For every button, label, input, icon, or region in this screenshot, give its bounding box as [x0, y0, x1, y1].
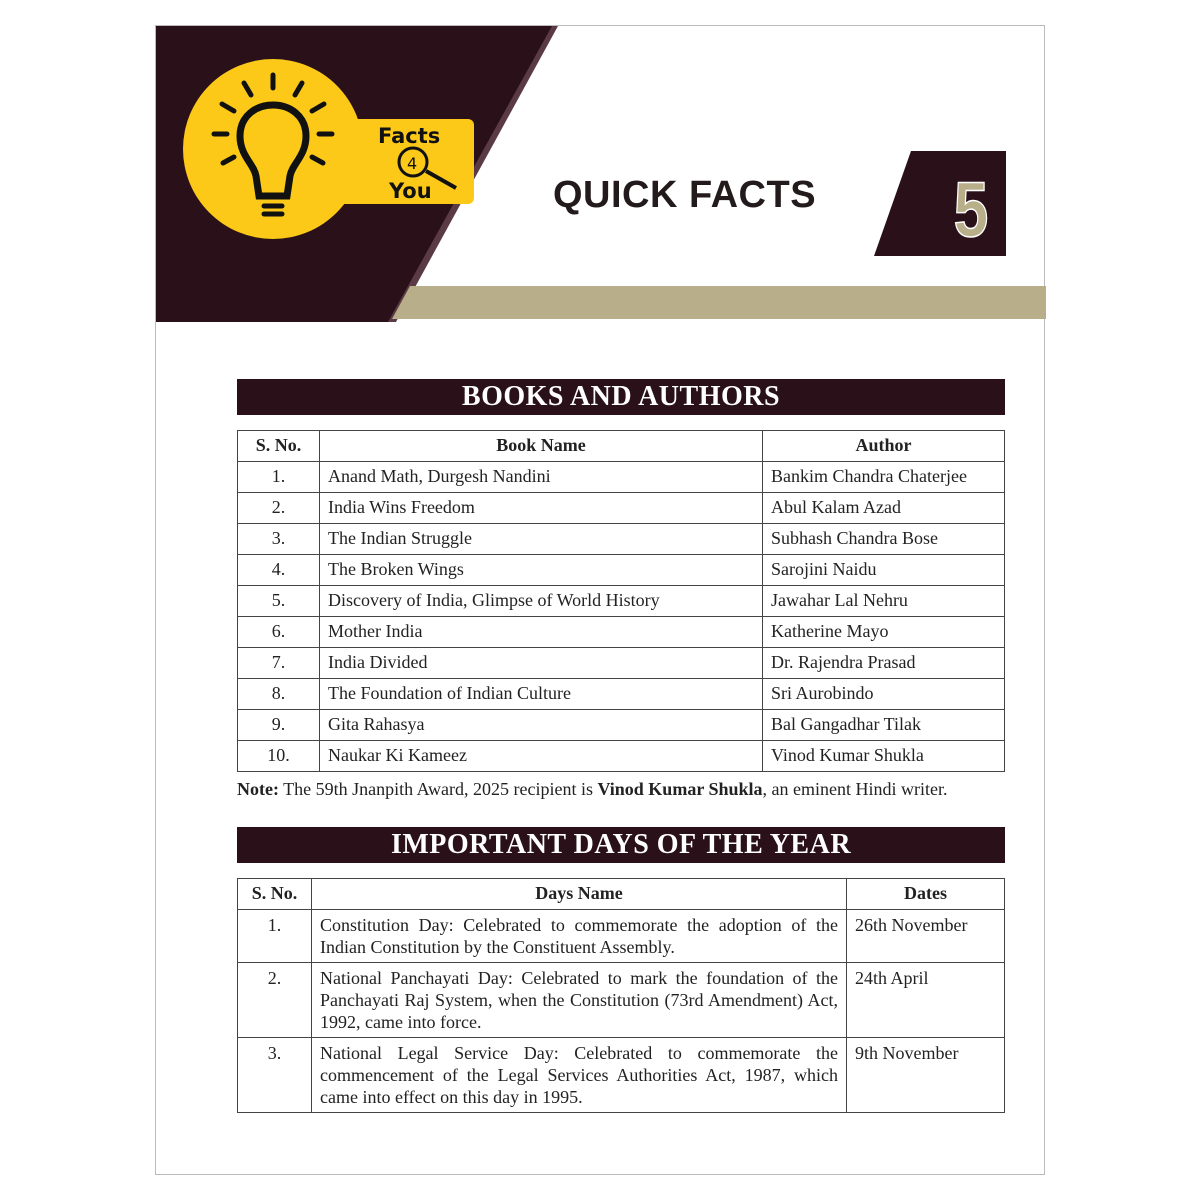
page-title: QUICK FACTS: [553, 174, 817, 216]
value-cell: Katherine Mayo: [763, 617, 1005, 648]
serial-number-cell: 3.: [238, 1038, 312, 1113]
value-cell: Vinod Kumar Shukla: [763, 741, 1005, 772]
name-cell: Naukar Ki Kameez: [320, 741, 763, 772]
serial-number-cell: 2.: [238, 493, 320, 524]
serial-number-cell: 5.: [238, 586, 320, 617]
table-row: [238, 586, 1005, 617]
table-row: [238, 910, 1005, 963]
note: [237, 779, 948, 800]
serial-number-cell: 3.: [238, 524, 320, 555]
name-cell: National Panchayati Day: Celebrated to mark the foundation of the Panchayati Raj System, when the Constitution (73rd Amendment) Act, 1992, came into force.: [312, 963, 847, 1038]
table-row: [238, 617, 1005, 648]
svg-text:Facts: Facts: [378, 124, 441, 148]
value-cell: 26th November: [847, 910, 1005, 963]
serial-number-cell: 8.: [238, 679, 320, 710]
column-header: Book Name: [320, 431, 763, 462]
svg-text:You: You: [389, 179, 432, 203]
svg-text:4: 4: [407, 154, 418, 173]
name-cell: The Broken Wings: [320, 555, 763, 586]
value-cell: Bal Gangadhar Tilak: [763, 710, 1005, 741]
table-row: [238, 1038, 1005, 1113]
serial-number-cell: 10.: [238, 741, 320, 772]
name-cell: Anand Math, Durgesh Nandini: [320, 462, 763, 493]
note-text: The 59th Jnanpith Award, 2025 recipient is: [278, 779, 598, 799]
name-cell: National Legal Service Day: Celebrated to commemorate the commencement of the Legal Services Authorities Act, 1987, which came into effect on this day in 1995.: [312, 1038, 847, 1113]
note-label: Note:: [237, 779, 279, 799]
days-section-title: IMPORTANT DAYS OF THE YEAR: [237, 827, 1005, 863]
days-table: [237, 878, 1005, 1113]
name-cell: The Indian Struggle: [320, 524, 763, 555]
value-cell: 24th April: [847, 963, 1005, 1038]
column-header: S. No.: [238, 431, 320, 462]
table-row: [238, 648, 1005, 679]
serial-number-cell: 2.: [238, 963, 312, 1038]
name-cell: Constitution Day: Celebrated to commemorate the adoption of the Indian Constitution by the Constituent Assembly.: [312, 910, 847, 963]
table-row: [238, 679, 1005, 710]
value-cell: 9th November: [847, 1038, 1005, 1113]
value-cell: Sri Aurobindo: [763, 679, 1005, 710]
serial-number-cell: 9.: [238, 710, 320, 741]
note-text: , an eminent Hindi writer.: [762, 779, 948, 799]
column-header: Dates: [847, 879, 1005, 910]
name-cell: Discovery of India, Glimpse of World History: [320, 586, 763, 617]
serial-number-cell: 4.: [238, 555, 320, 586]
table-row: [238, 493, 1005, 524]
chapter-header: [156, 26, 1046, 326]
name-cell: Mother India: [320, 617, 763, 648]
name-cell: India Wins Freedom: [320, 493, 763, 524]
name-cell: India Divided: [320, 648, 763, 679]
value-cell: Subhash Chandra Bose: [763, 524, 1005, 555]
value-cell: Sarojini Naidu: [763, 555, 1005, 586]
serial-number-cell: 6.: [238, 617, 320, 648]
serial-number-cell: 1.: [238, 910, 312, 963]
table-row: [238, 524, 1005, 555]
value-cell: Bankim Chandra Chaterjee: [763, 462, 1005, 493]
name-cell: Gita Rahasya: [320, 710, 763, 741]
table-row: [238, 741, 1005, 772]
value-cell: Dr. Rajendra Prasad: [763, 648, 1005, 679]
serial-number-cell: 7.: [238, 648, 320, 679]
table-row: [238, 462, 1005, 493]
column-header: Days Name: [312, 879, 847, 910]
table-header-row: [238, 431, 1005, 462]
name-cell: The Foundation of Indian Culture: [320, 679, 763, 710]
table-row: [238, 555, 1005, 586]
column-header: S. No.: [238, 879, 312, 910]
table-row: [238, 963, 1005, 1038]
value-cell: Jawahar Lal Nehru: [763, 586, 1005, 617]
books-section-title: BOOKS AND AUTHORS: [237, 379, 1005, 415]
table-header-row: [238, 879, 1005, 910]
note-highlight: Vinod Kumar Shukla: [597, 779, 763, 799]
serial-number-cell: 1.: [238, 462, 320, 493]
value-cell: Abul Kalam Azad: [763, 493, 1005, 524]
table-row: [238, 710, 1005, 741]
books-table: [237, 430, 1005, 772]
chapter-number: 5: [953, 165, 989, 253]
column-header: Author: [763, 431, 1005, 462]
